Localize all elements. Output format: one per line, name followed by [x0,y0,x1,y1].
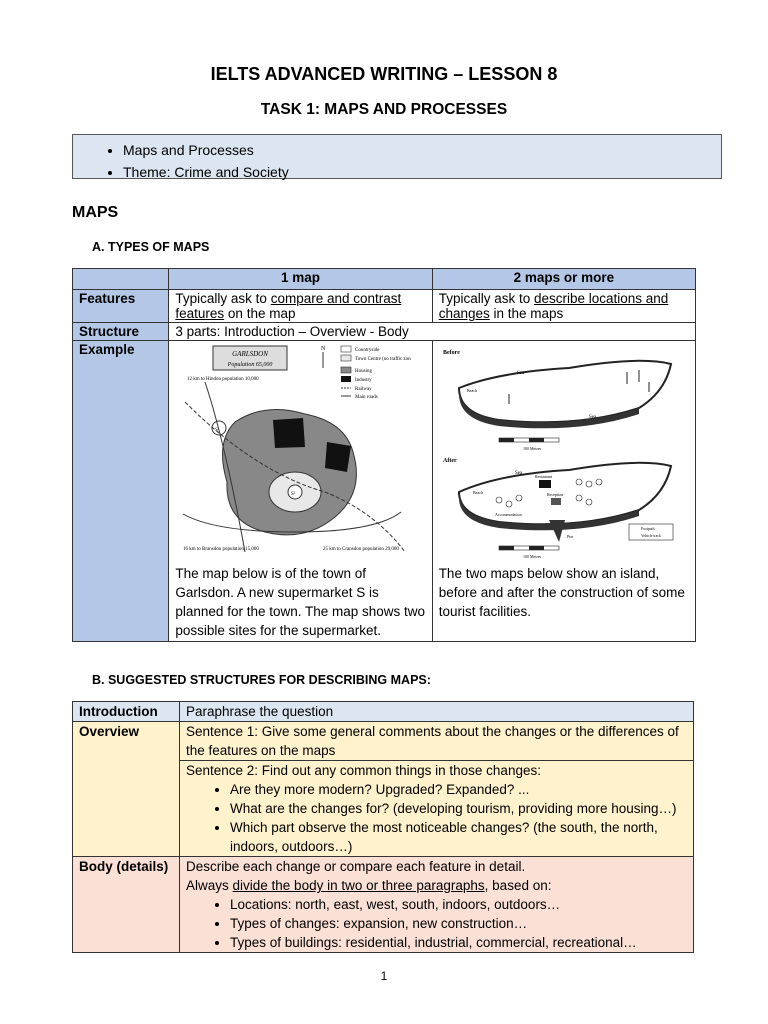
features-2-maps: Typically ask to describe locations and changes in the maps [432,290,695,323]
svg-text:Housing: Housing [355,369,373,374]
topic-item: • Theme: Crime and Society [123,161,721,183]
svg-text:Countryside: Countryside [355,348,380,353]
body-details: Describe each change or compare each feature in detail. Always divide the body in two or three paragraphs, based on: • Locations: north, east, west, south, indoors, outdoors… • Types of changes: expansion, new construction… • Types of buildings: residential, industrial, commercial, recreational… [180,857,694,953]
svg-text:S²: S² [291,492,296,497]
svg-text:Beach: Beach [466,388,477,393]
svg-text:Population 65,000: Population 65,000 [228,362,273,368]
island-maps-figure [439,342,689,564]
svg-text:Vehicle track: Vehicle track [640,534,661,538]
row-header-features: Features [73,290,169,323]
svg-text:Restaurant: Restaurant [534,474,552,479]
svg-text:Sea: Sea [588,415,596,420]
row-header-overview: Overview [73,722,180,857]
svg-text:16 km to Bransdon population 1: 16 km to Bransdon population 15,000 [183,547,260,552]
page-title: IELTS ADVANCED WRITING – LESSON 8 [210,64,558,84]
svg-text:GARLSDON: GARLSDON [232,350,269,358]
example-2-maps [432,341,695,642]
garlsdon-map [175,342,411,564]
svg-text:After: After [442,458,457,464]
svg-text:Before: Before [442,350,460,356]
svg-text:12 km to Hindon population 10,: 12 km to Hindon population 10,000 [187,377,260,382]
subheading-structures: B. SUGGESTED STRUCTURES FOR DESCRIBING MAPS: [92,673,431,687]
topic-item: • Maps and Processes [123,139,721,161]
structure-text: 3 parts: Introduction – Overview - Body [169,323,696,341]
svg-text:100 Metres: 100 Metres [522,554,541,559]
svg-text:Railway: Railway [355,387,373,392]
row-header-example: Example [73,341,169,642]
row-header-structure: Structure [73,323,169,341]
svg-text:Beach: Beach [472,490,483,495]
structure-table [72,701,694,953]
caption-1-map: The map below is of the town of Garlsdon. A new supermarket S is planned for the town. The map shows two possible sites for the supermarket. [175,566,426,638]
svg-text:S¹: S¹ [215,428,220,433]
example-1-map [169,341,432,642]
col-header-1-map: 1 map [169,269,432,290]
list-item: • Are they more modern? Upgraded? Expanded? ... [230,780,687,799]
svg-text:Town Centre (no traffic zone): Town Centre (no traffic zone) [355,357,412,362]
subheading-types: A. TYPES OF MAPS [92,240,210,254]
svg-text:25 km to Cransdon population 2: 25 km to Cransdon population 29,000 [323,547,400,552]
features-1-map: Typically ask to compare and contrast features on the map [169,290,432,323]
list-item: • Types of changes: expansion, new construction… [230,914,687,933]
list-item: • What are the changes for? (developing tourism, providing more housing…) [230,799,687,818]
svg-text:Sea: Sea [516,371,524,376]
introduction-text: Paraphrase the question [180,702,694,722]
corner-cell [73,269,169,290]
col-header-2-maps: 2 maps or more [432,269,695,290]
row-header-introduction: Introduction [73,702,180,722]
svg-text:100 Metres: 100 Metres [522,446,541,451]
island-maps [439,342,675,564]
row-header-body: Body (details) [73,857,180,953]
section-heading: MAPS [72,204,119,221]
svg-text:Sea: Sea [514,471,522,476]
svg-text:Industry: Industry [355,378,373,383]
list-item: • Which part observe the most noticeable changes? (the south, the north, indoors, outdoors…) [230,818,687,856]
svg-text:Footpath: Footpath [640,527,655,531]
topic-box [72,134,722,179]
svg-text:Pier: Pier [566,534,574,539]
overview-sentence-2: Sentence 2: Find out any common things in those changes: • Are they more modern? Upgraded? Expanded? ... • What are the changes for? (developing tourism, providing more housing…) • Which part observe the most noticeable changes? (the south, the north, indoors, outdoors…) [180,761,694,857]
caption-2-maps: The two maps below show an island, before and after the construction of some tourist facilities. [438,566,685,619]
page-subtitle: TASK 1: MAPS AND PROCESSES [260,101,508,118]
list-item: • Locations: north, east, west, south, indoors, outdoors… [230,895,687,914]
types-of-maps-table [72,268,696,642]
page-number: 1 [380,969,388,983]
svg-text:Reception: Reception [546,492,563,497]
garlsdon-map-figure [175,342,425,564]
svg-text:Accommodation: Accommodation [494,512,522,517]
svg-text:N: N [321,346,326,352]
svg-text:Main roads: Main roads [355,395,379,400]
list-item: • Types of buildings: residential, industrial, commercial, recreational… [230,933,687,952]
overview-sentence-1: Sentence 1: Give some general comments about the changes or the differences of the features on the maps [180,722,694,761]
